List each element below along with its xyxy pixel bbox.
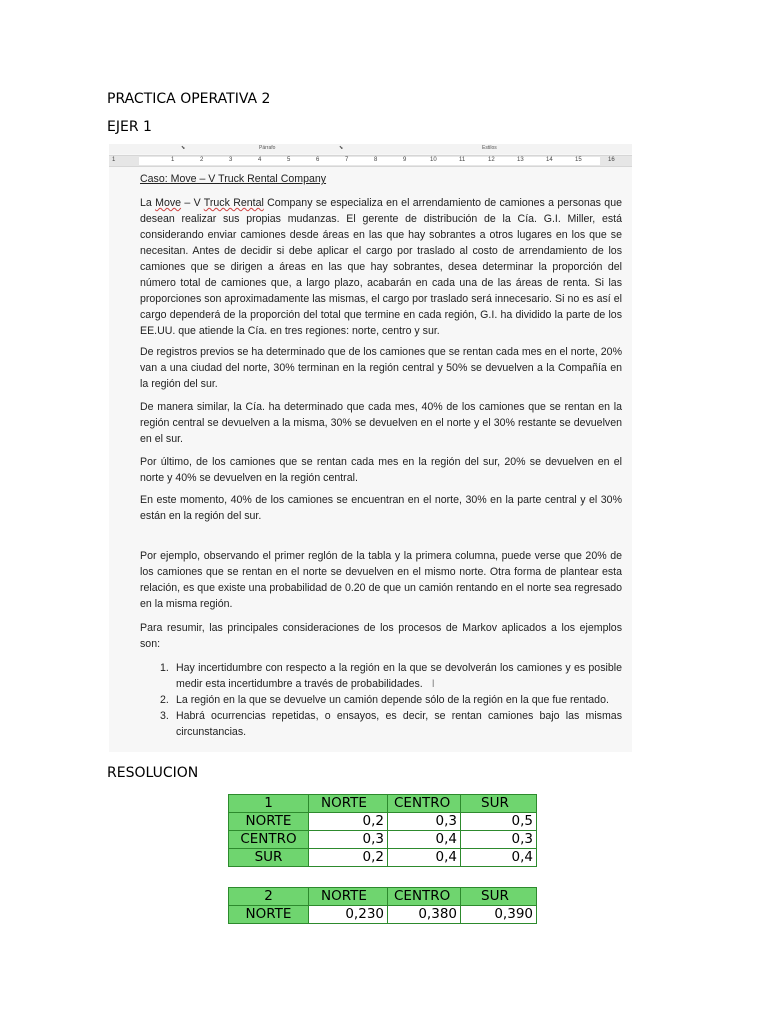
list-item: 3. Habrá ocurrencias repetidas, o ensayos, es decir, se rentan camiones bajo las mismas circunstancias. (160, 710, 622, 738)
table-row (229, 813, 537, 831)
table-cell: 0,390 (461, 906, 537, 924)
paragraph-sur: Por último, de los camiones que se rentan cada mes en la región del sur, 20% se devuelven en el norte y 40% se devuelven en la región central. (140, 456, 622, 484)
ruler-number: 7 (345, 157, 349, 163)
exercise-heading: EJER 1 (107, 119, 152, 135)
table-cell: 0,2 (309, 849, 388, 867)
ruler-number: 2 (200, 157, 204, 163)
ruler-number: 9 (403, 157, 407, 163)
table-header-cell: SUR (461, 795, 537, 813)
table-header-cell: SUR (461, 888, 537, 906)
row-label: NORTE (229, 906, 309, 924)
table-header-row (229, 795, 537, 813)
paragraph-norte: De registros previos se ha determinado que de los camiones que se rentan cada mes en el norte, 20% van a una ciudad del norte, 30% terminan en la región central y 50% se devuelven a la Compañía en la región del sur. (140, 346, 622, 390)
ruler-number: 4 (258, 157, 262, 163)
table-cell: 0,380 (388, 906, 461, 924)
ruler-number: 6 (316, 157, 320, 163)
table-header-cell: NORTE (309, 795, 388, 813)
table-row (229, 906, 537, 924)
paragraph-resumen: Para resumir, las principales consideraciones de los procesos de Markov aplicados a los ejemplos son: (140, 622, 622, 650)
text-cursor-icon: I (431, 678, 435, 690)
paragraph-centro: De manera similar, la Cía. ha determinado que cada mes, 40% de los camiones que se rentan en la región central se devuelven a la misma, 30% se devuelven en el norte y el 30% restante se devuelven en el sur. (140, 401, 622, 445)
table-cell: 0,3 (309, 831, 388, 849)
case-title: Caso: Move – V Truck Rental Company (140, 173, 327, 185)
ruler-number: 1 (171, 157, 175, 163)
ruler-number: 11 (459, 157, 466, 163)
table-row (229, 831, 537, 849)
list-item: 2. La región en la que se devuelve un camión depende sólo de la región en la que fue rentado. (160, 694, 609, 706)
table-cell: 0,230 (309, 906, 388, 924)
paragraph-estado-actual: En este momento, 40% de los camiones se encuentran en el norte, 30% en la parte central y el 30% están en la región del sur. (140, 494, 622, 522)
dialog-launcher-icon: ⬊ (181, 145, 186, 151)
ruler-number: 5 (287, 157, 291, 163)
ruler-number: 12 (488, 157, 495, 163)
ribbon-group-parrafo: Párrafo (259, 145, 276, 151)
row-label: CENTRO (229, 831, 309, 849)
ruler-number: 3 (229, 157, 233, 163)
ruler-number: 14 (546, 157, 553, 163)
horizontal-ruler (109, 155, 632, 167)
ruler-number: 15 (575, 157, 582, 163)
ruler-number: 1 (112, 157, 116, 163)
ruler-number: 13 (517, 157, 524, 163)
row-label: SUR (229, 849, 309, 867)
ruler-number: 10 (430, 157, 437, 163)
ruler-number: 16 (608, 157, 615, 163)
ruler-number: 8 (374, 157, 378, 163)
table-cell: 0,3 (461, 831, 537, 849)
table-cell: 0,3 (388, 813, 461, 831)
list-item: 1. Hay incertidumbre con respecto a la región en la que se devolverán los camiones y es posible medir esta incertidumbre a través de probabilidades. I (160, 662, 622, 690)
markov-considerations-list (140, 660, 622, 740)
paragraph-intro: La Move – V Truck Rental Company se especializa en el arrendamiento de camiones a personas que desean realizar sus propias mudanzas. El gerente de distribución de la Cía. G.I. Miller, está considerando enviar camiones desde áreas en las que hay sobrantes a otros lugares en los que se necesitan. Antes de decidir si debe aplicar el cargo por traslado al costo de arrendamiento de los camiones que se dirigen a áreas en las que hay sobrantes, desea determinar la proporción del número total de camiones que, a largo plazo, acabarán en cada una de las áreas de renta. Si las proporciones son aproximadamente las mismas, el cargo por traslado será innecesario. Si no es así el cargo dependerá de la proporción del total que termine en cada región, G.I. ha dividido la parte de los EE.UU. que atiende la Cía. en tres regiones: norte, centro y sur. (140, 197, 622, 337)
table-header-cell: CENTRO (388, 795, 461, 813)
table-header-cell: 1 (229, 795, 309, 813)
page-title: PRACTICA OPERATIVA 2 (107, 91, 271, 107)
ribbon-group-estilos: Estilos (482, 145, 497, 151)
resolution-heading: RESOLUCION (107, 765, 199, 781)
paragraph-ejemplo: Por ejemplo, observando el primer reglón de la tabla y la primera columna, puede verse que 20% de los camiones que se rentan en el norte se devuelven en el mismo norte. Otra forma de plantear esta relación, es que existe una probabilidad de 0.20 de que un camión rentando en el norte sea regresado en la misma región. (140, 550, 622, 610)
table-header-cell: CENTRO (388, 888, 461, 906)
table-header-cell: NORTE (309, 888, 388, 906)
table-header-row (229, 888, 537, 906)
table-cell: 0,4 (388, 831, 461, 849)
table-cell: 0,2 (309, 813, 388, 831)
table-cell: 0,4 (461, 849, 537, 867)
transition-matrix-table (228, 794, 537, 867)
second-step-table (228, 887, 537, 924)
embedded-document-screenshot (109, 144, 632, 752)
table-cell: 0,5 (461, 813, 537, 831)
ribbon-strip (109, 144, 632, 154)
dialog-launcher-icon: ⬊ (339, 145, 344, 151)
row-label: NORTE (229, 813, 309, 831)
table-header-cell: 2 (229, 888, 309, 906)
table-row (229, 849, 537, 867)
table-cell: 0,4 (388, 849, 461, 867)
